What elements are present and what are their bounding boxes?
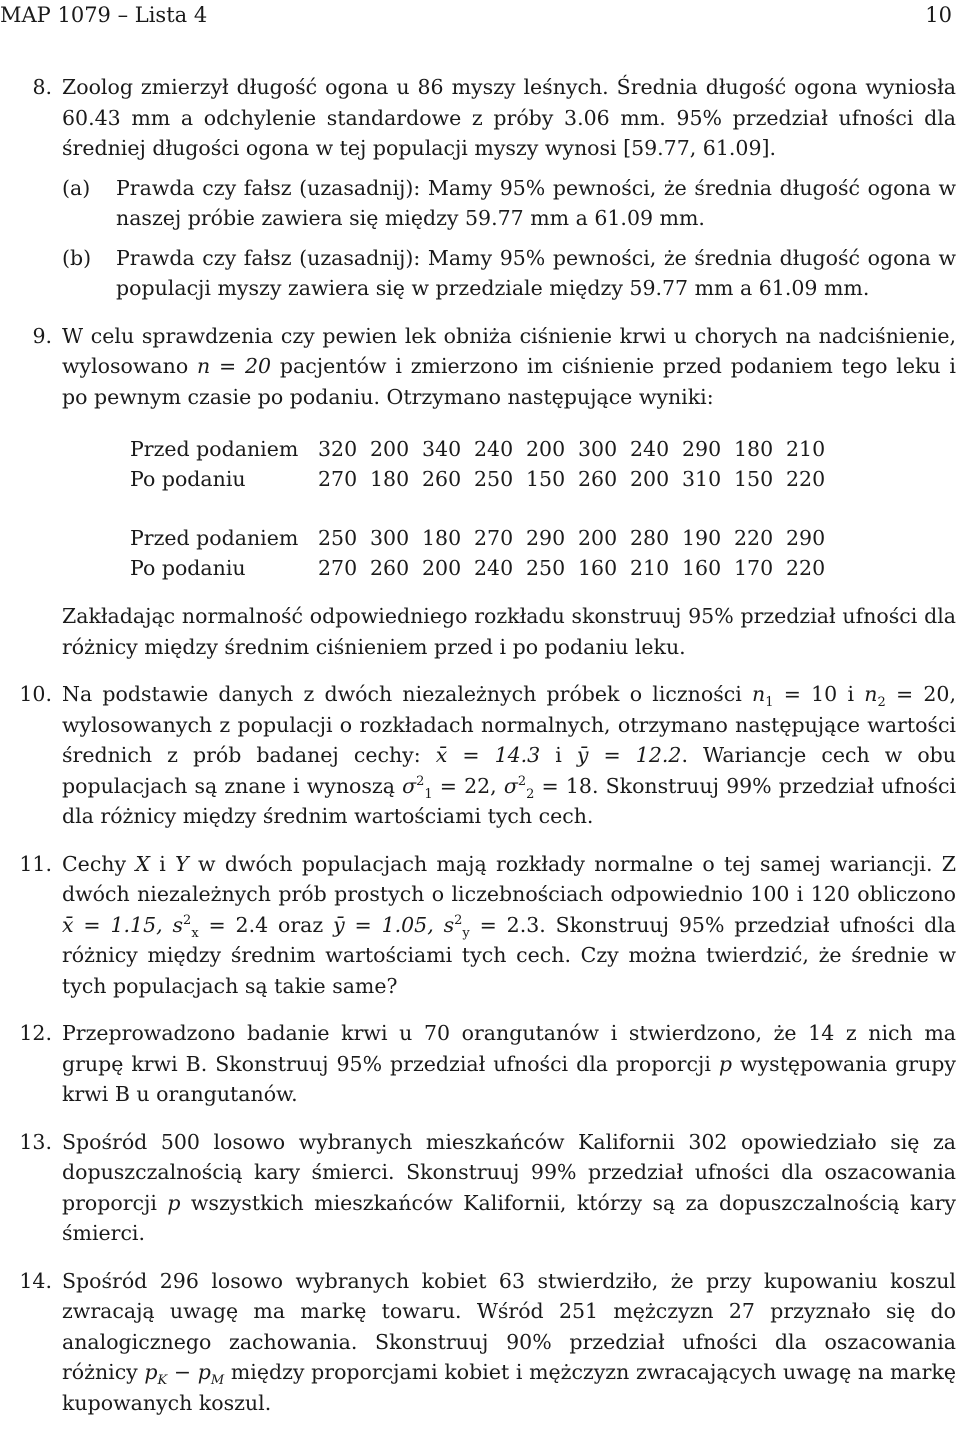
table-cell: 270: [474, 526, 514, 550]
problem-number: 11.: [19, 851, 52, 876]
table-cell: 240: [474, 437, 514, 461]
subproblem-text: Prawda czy fałsz (uzasadnij): Mamy 95% pewności, że średnia długość ogona w populacji myszy zawiera się w przedziale między 59.77 mm a 61.09 mm.: [116, 245, 956, 300]
table-row: [130, 553, 838, 583]
document-title: MAP 1079 – Lista 4: [0, 2, 208, 27]
math-n-eq-20: n = 20: [197, 354, 272, 378]
subproblem-label: (a): [62, 175, 91, 200]
table-cell: 220: [786, 467, 826, 491]
table-cell: 290: [526, 526, 566, 550]
problem-text: Cechy X i Y w dwóch populacjach mają rozkłady normalne o tej samej wariancji. Z dwóch niezależnych prób prostych o liczebnościach odpowiednio 100 i 120 obliczono x̄ = 1.15, $s^2_x = 2.4$ oraz ȳ = 1.05, $s^2_y = 2.3$. Skonstruuj 95% przedział ufności dla różnicy między średnim wartościami tych cech. Czy można twierdzić, że średnie w tych populacjach są takie same?: [62, 851, 957, 998]
table-cell: 180: [370, 467, 410, 491]
table-cell: 320: [318, 437, 358, 461]
table-cell: 200: [526, 437, 566, 461]
row-label: Przed podaniem: [130, 437, 299, 461]
subproblem-text: Prawda czy fałsz (uzasadnij): Mamy 95% pewności, że średnia długość ogona w naszej próbie zawiera się między 59.77 mm a 61.09 mm.: [116, 175, 956, 230]
table-cell: 340: [422, 437, 462, 461]
table-cell: 260: [370, 556, 410, 580]
table-cell: 190: [682, 526, 722, 550]
table-cell: 270: [318, 556, 358, 580]
table-cell: 210: [630, 556, 670, 580]
table-cell: 250: [526, 556, 566, 580]
problem-text: Zoolog zmierzył długość ogona u 86 myszy leśnych. Średnia długość ogona wyniosła 60.43 mm a odchylenie standardowe z próby 3.06 mm. 95% przedział ufności dla średniej długości ogona w tej populacji myszy wynosi [59.77, 61.09].: [62, 75, 956, 160]
row-label: Po podaniu: [130, 556, 246, 580]
problem-number: 12.: [19, 1021, 52, 1045]
table-cell: 300: [578, 437, 618, 461]
table-cell: 310: [682, 467, 722, 491]
problem-14: [10, 1266, 956, 1419]
row-label: Po podaniu: [130, 467, 246, 491]
table-cell: 250: [474, 467, 514, 491]
table-cell: 160: [682, 556, 722, 580]
problem-text: Spośród 500 losowo wybranych mieszkańców Kalifornii 302 opowiedziało się za dopuszczalnością kary śmierci. Skonstruuj 99% przedział ufności dla oszacowania proporcji p wszystkich mieszkańców Kalifornii, którzy są za dopuszczalnością kary śmierci.: [62, 1129, 956, 1245]
problem-text: Przeprowadzono badanie krwi u 70 orangutanów i stwierdzono, że 14 z nich ma grupę krwi B. Skonstruuj 95% przedział ufności dla proporcji p występowania grupy krwi B u orangutanów.: [62, 1021, 956, 1106]
problem-number: 8.: [32, 75, 52, 99]
table-cell: 200: [422, 556, 462, 580]
table-cell: 150: [526, 467, 566, 491]
problem-12: [10, 1018, 956, 1110]
table-cell: 220: [734, 526, 774, 550]
subproblem-a: [62, 173, 956, 234]
problem-8: [10, 72, 956, 304]
table-cell: 290: [786, 526, 826, 550]
problem-11: [10, 849, 956, 1002]
problem-number: 13.: [19, 1129, 52, 1154]
table-cell: 200: [578, 526, 618, 550]
table-cell: 200: [370, 437, 410, 461]
table-row: [130, 523, 838, 553]
blood-pressure-table: [130, 434, 838, 583]
problem-closing-text: Zakładając normalność odpowiedniego rozkładu skonstruuj 95% przedział ufności dla różnicy między średnim ciśnieniem przed i po podaniu leku.: [62, 604, 956, 659]
subproblem-label: (b): [62, 245, 92, 270]
table-cell: 260: [422, 467, 462, 491]
table-cell: 240: [630, 437, 670, 461]
table-row: [130, 464, 838, 494]
table-cell: 290: [682, 437, 722, 461]
table-row: [130, 434, 838, 464]
table-cell: 280: [630, 526, 670, 550]
table-cell: 300: [370, 526, 410, 550]
problem-text: W celu sprawdzenia czy pewien lek obniża ciśnienie krwi u chorych na nadciśnienie, wylosowano n = 20 pacjentów i zmierzono im ciśnienie przed podaniem tego leku i po pewnym czasie po podaniu. Otrzymano następujące wyniki:: [62, 323, 956, 409]
table-cell: 170: [734, 556, 774, 580]
page-number: 10: [925, 2, 952, 27]
table-cell: 180: [422, 526, 462, 550]
table-cell: 180: [734, 437, 774, 461]
problem-text: Spośród 296 losowo wybranych kobiet 63 stwierdziło, że przy kupowaniu koszul zwracają uwagę ma markę towaru. Wśród 251 mężczyzn 27 przyznało się do analogicznego zachowania. Skonstruuj 90% przedział ufności dla oszacowania różnicy $p_K - p_M$ między proporcjami kobiet i mężczyzn zwracających uwagę na markę kupowanych koszul.: [62, 1268, 956, 1415]
table-cell: 240: [474, 556, 514, 580]
problem-number: 14.: [19, 1268, 52, 1293]
problem-10: [10, 679, 956, 832]
table-cell: 220: [786, 556, 826, 580]
table-cell: 250: [318, 526, 358, 550]
problem-9: [10, 321, 956, 663]
problem-number: 9.: [32, 323, 52, 348]
problem-text: Na podstawie danych z dwóch niezależnych próbek o liczności $n_1 = 10$ i $n_2 = 20$, wylosowanych z populacji o rozkładach normalnych, otrzymano następujące wartości średnich z prób badanej cechy: x̄ = 14.3 i ȳ = 12.2. Wariancje cech w obu populacjach są znane i wynoszą $\sigma^2_1 = 22$, $\sigma^2_2 = 18$. Skonstruuj 99% przedział ufności dla różnicy między średnim wartościami tych cech.: [62, 682, 957, 828]
page-header: [0, 0, 954, 30]
table-cell: 150: [734, 467, 774, 491]
problem-13: [10, 1127, 956, 1249]
subproblem-b: [62, 243, 956, 304]
table-cell: 270: [318, 467, 358, 491]
table-cell: 260: [578, 467, 618, 491]
problem-number: 10.: [19, 682, 52, 706]
row-label: Przed podaniem: [130, 526, 299, 550]
problem-list: [10, 72, 956, 1435]
table-cell: 200: [630, 467, 670, 491]
table-cell: 210: [786, 437, 826, 461]
table-cell: 160: [578, 556, 618, 580]
